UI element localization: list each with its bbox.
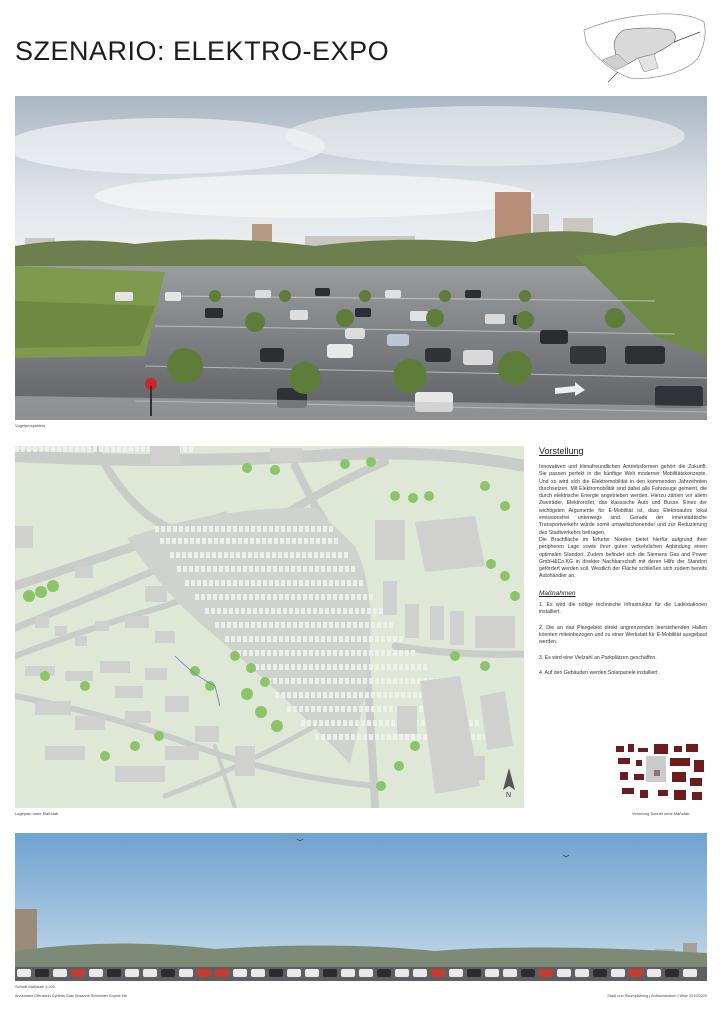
north-label: N — [506, 792, 512, 799]
description-panel — [539, 446, 707, 685]
location-paragraph: Die Brachfläche im Erfurter Norden bietet hierfür aufgrund ihrer peripheren Lage sowie ihrer guten verkehrlichen Anbindung einen optimalen Standort. Zudem befindet sich die Siemens Gas and Power GmbH&Co.KG in direkter Nachbarschaft mit deren Hilfe der Standort gefördert werden soll. Westlich der Fläche schließen sich zudem bereits Autohändler an. — [539, 536, 707, 580]
section-caption: Schnitt Maßstab 1:200 — [15, 984, 56, 989]
measure-item: 1. Es wird die nötige technische Infrastruktur für die Ladestationen installiert. — [539, 602, 707, 616]
section-panorama — [15, 833, 707, 981]
figure-ground-plan — [614, 742, 707, 804]
intro-paragraph: Innovativen und klimafreundlichen Antriebsformen gehört die Zukunft. Sie passen perfekt in die künftige Welt moderner Mobilitätskonzepte. Und so wird sich die Elektromobilität in den kommenden Jahrzehnten durchsetzen. Mit Elektromobilität sind dabei alle Fahrzeuge gemeint, die durch elektrische Energie angetrieben werden. Hierzu zählen vor allem Zweiräder, Elektroroller, das klassische Auto und Busse. Eines der wichtigsten Argumente für E-Mobilität ist, dass Elektroautos lokal emissionsfrei unterwegs sind. Gerade der innerstädtische Transportverkehr würde somit umweltschonender und zur Reduzierung des Stadtverkehrs beitragen. — [539, 464, 707, 536]
measure-item: 2. Die an das Plangebiet direkt angrenzenden leerstehenden Hallen könnten miteinbezogen und zu einer Werkstatt für E-Mobilität ausgebaut werden. — [539, 624, 707, 646]
section-heading-massnahmen: Maßnahmen — [539, 589, 576, 597]
page-title: SZENARIO: ELEKTRO-EXPO — [15, 36, 390, 66]
aerial-perspective-photo — [15, 96, 707, 420]
footer-authors: Annemarie Ofenstein Cynthia Gast Susanne Schneider Sophie Hill — [15, 994, 128, 998]
photo-caption: Vogelperspektive — [15, 423, 46, 428]
siteplan-caption: Lageplan ohne Maßstab — [15, 811, 59, 816]
measures-list — [539, 602, 707, 677]
figure-ground-caption: Verortung Schnitt ohne Maßstab — [632, 811, 690, 816]
measure-item: 3. Es wird eine Vielzahl an Parkplätzen geschaffen. — [539, 654, 657, 661]
section-heading-vorstellung: Vorstellung — [539, 446, 584, 456]
footer-course: Stadt und Raumplanung | Aufbaustudium | Wise 2019/2020 — [607, 994, 707, 998]
site-plan — [15, 446, 524, 808]
measure-item: 4. Auf den Gebäuden werden Solarpanele installiert. — [539, 669, 659, 676]
location-key-map — [578, 8, 710, 86]
